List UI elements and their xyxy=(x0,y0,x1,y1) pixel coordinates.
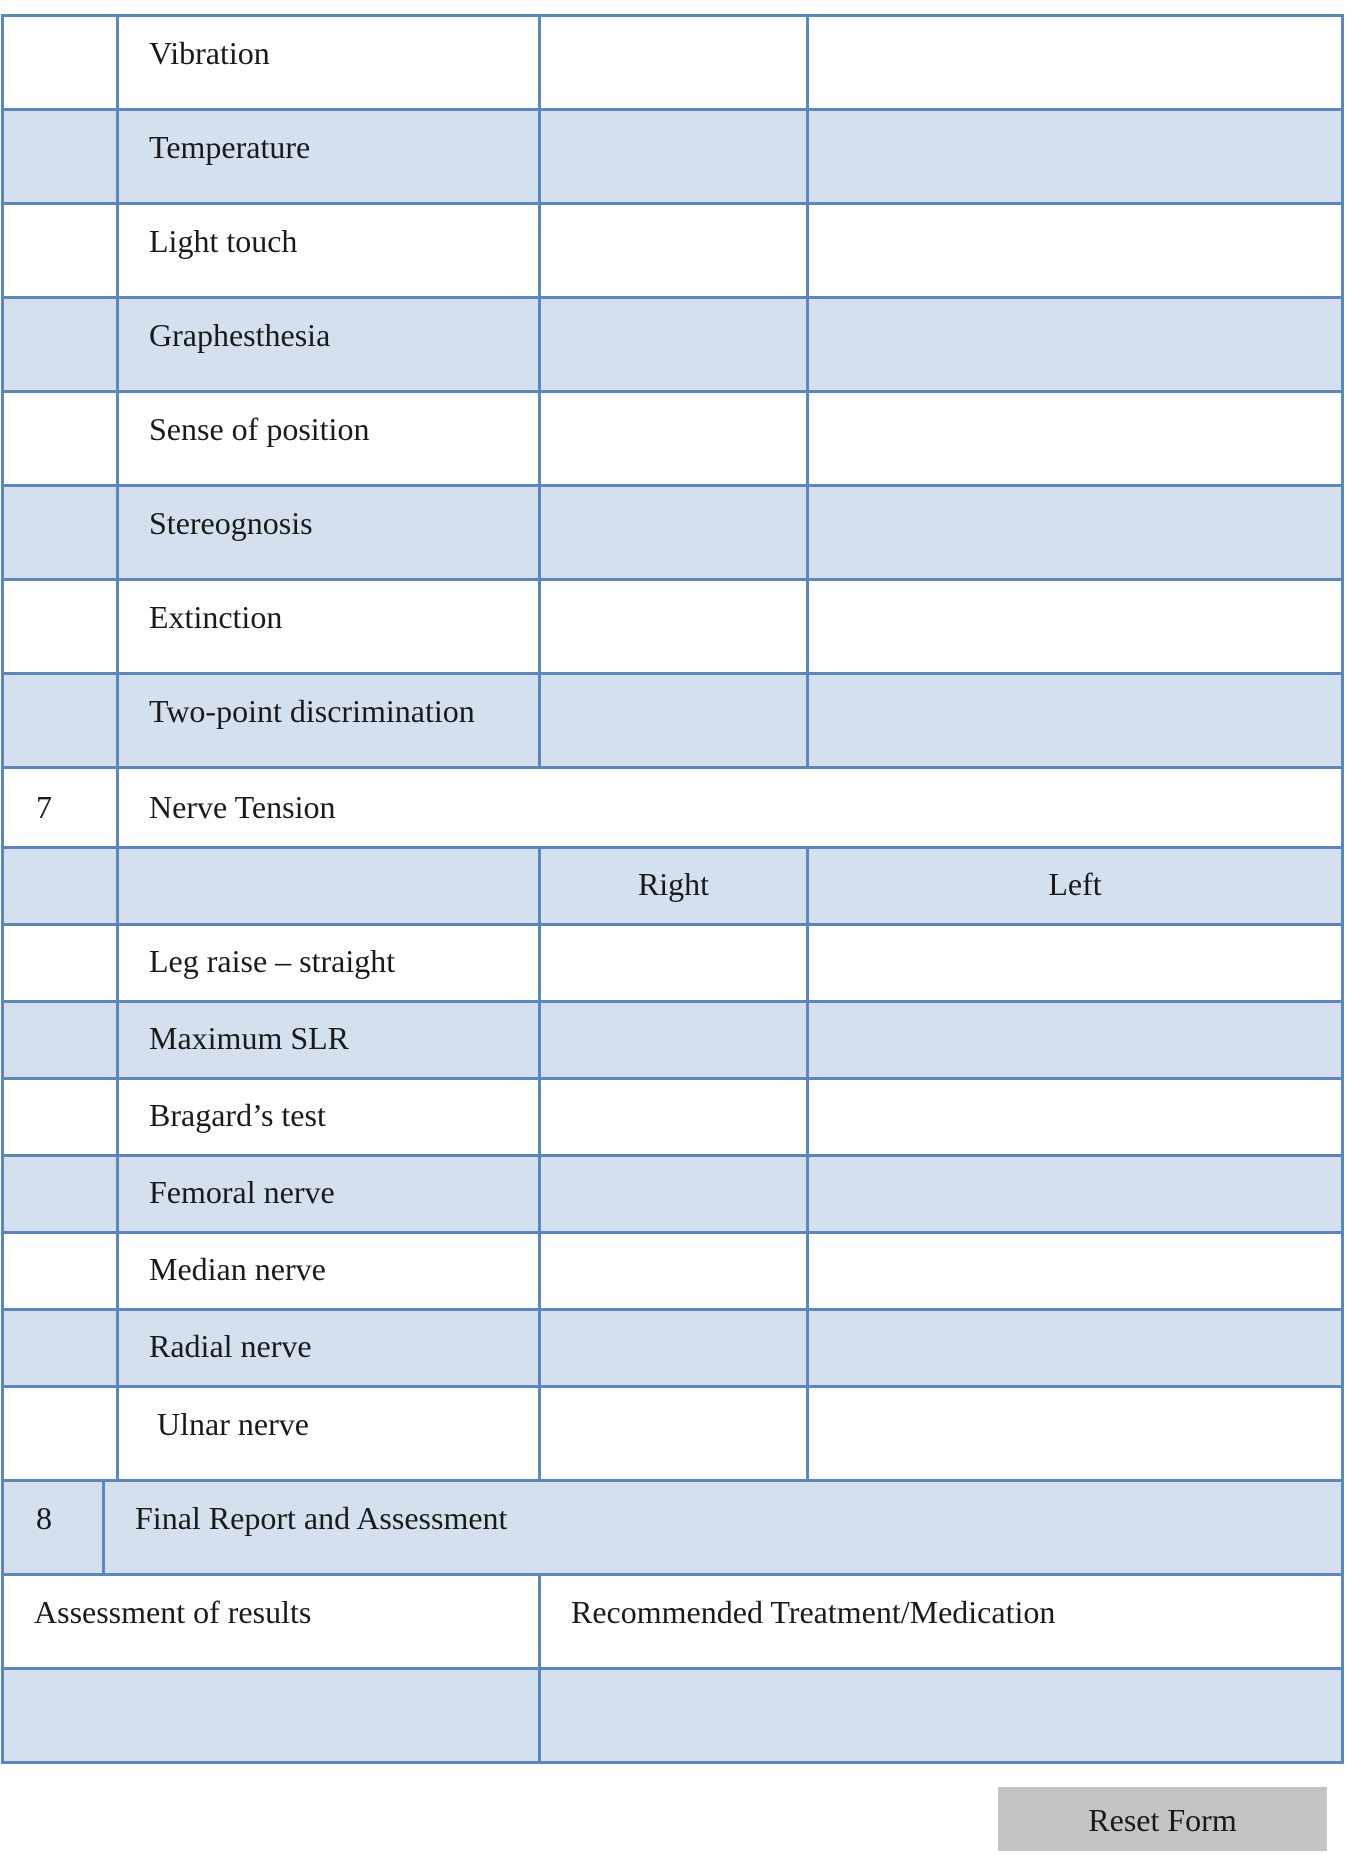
number-cell xyxy=(3,1233,118,1310)
left-input-cell[interactable] xyxy=(808,580,1343,674)
right-input-cell[interactable] xyxy=(540,1310,808,1387)
test-label-cell xyxy=(118,1079,540,1156)
table-row xyxy=(3,16,1343,110)
test-label-cell xyxy=(118,580,540,674)
test-label-cell xyxy=(118,674,540,768)
test-label: Stereognosis xyxy=(149,505,313,541)
right-input-cell[interactable] xyxy=(540,1002,808,1079)
treatment-label: Recommended Treatment/Medication xyxy=(571,1594,1056,1630)
test-label-cell xyxy=(118,16,540,110)
test-label: Maximum SLR xyxy=(149,1020,350,1056)
number-cell xyxy=(3,925,118,1002)
right-input-cell[interactable] xyxy=(540,925,808,1002)
neuro-exam-form xyxy=(1,14,1341,1764)
treatment-header-cell xyxy=(540,1575,1343,1669)
test-label-cell xyxy=(118,486,540,580)
right-input-cell[interactable] xyxy=(540,1079,808,1156)
section-header-row xyxy=(3,1481,1343,1575)
left-input-cell[interactable] xyxy=(808,204,1343,298)
test-label: Ulnar nerve xyxy=(149,1406,309,1442)
right-input-cell[interactable] xyxy=(540,674,808,768)
section-number-cell xyxy=(3,768,118,848)
test-label-cell xyxy=(118,298,540,392)
right-input-cell[interactable] xyxy=(540,1233,808,1310)
test-label-cell xyxy=(118,1233,540,1310)
table-row xyxy=(3,204,1343,298)
table-row xyxy=(3,392,1343,486)
section-title-cell xyxy=(118,768,1343,848)
section-number: 8 xyxy=(36,1500,52,1536)
table-row xyxy=(3,486,1343,580)
left-input-cell[interactable] xyxy=(808,925,1343,1002)
test-label-cell xyxy=(118,1387,540,1481)
left-column-header xyxy=(808,848,1343,925)
right-input-cell[interactable] xyxy=(540,580,808,674)
table-row xyxy=(3,1002,1343,1079)
left-input-cell[interactable] xyxy=(808,486,1343,580)
number-cell xyxy=(3,204,118,298)
left-input-cell[interactable] xyxy=(808,674,1343,768)
section-number: 7 xyxy=(36,789,52,825)
table-row xyxy=(3,1156,1343,1233)
left-input-cell[interactable] xyxy=(808,110,1343,204)
column-header-row xyxy=(3,848,1343,925)
test-label: Graphesthesia xyxy=(149,317,331,353)
reset-form-button[interactable]: Reset Form xyxy=(998,1787,1327,1851)
number-cell xyxy=(3,16,118,110)
section-title: Nerve Tension xyxy=(149,789,336,825)
number-cell xyxy=(3,110,118,204)
table-row xyxy=(3,298,1343,392)
left-input-cell[interactable] xyxy=(808,1310,1343,1387)
table-row xyxy=(3,925,1343,1002)
test-label: Light touch xyxy=(149,223,298,259)
treatment-input-cell[interactable] xyxy=(540,1669,1343,1763)
test-label-cell xyxy=(118,1310,540,1387)
right-input-cell[interactable] xyxy=(540,204,808,298)
final-report-table xyxy=(1,1479,1344,1764)
table-row xyxy=(3,1310,1343,1387)
test-label-cell xyxy=(118,1002,540,1079)
test-label: Femoral nerve xyxy=(149,1174,335,1210)
table-row xyxy=(3,580,1343,674)
left-input-cell[interactable] xyxy=(808,1002,1343,1079)
number-cell xyxy=(3,674,118,768)
number-cell xyxy=(3,1079,118,1156)
test-label: Bragard’s test xyxy=(149,1097,326,1133)
test-label: Median nerve xyxy=(149,1251,326,1287)
test-label: Radial nerve xyxy=(149,1328,312,1364)
test-label: Vibration xyxy=(149,35,270,71)
left-input-cell[interactable] xyxy=(808,1233,1343,1310)
number-cell xyxy=(3,298,118,392)
section-title-cell xyxy=(104,1481,1343,1575)
assessment-input-cell[interactable] xyxy=(3,1669,540,1763)
section-header-row xyxy=(3,768,1343,848)
report-header-row xyxy=(3,1575,1343,1669)
right-input-cell[interactable] xyxy=(540,16,808,110)
test-label: Two-point discrimination xyxy=(149,693,475,729)
section-number-cell xyxy=(3,1481,104,1575)
number-cell xyxy=(3,580,118,674)
left-input-cell[interactable] xyxy=(808,1079,1343,1156)
right-input-cell[interactable] xyxy=(540,1156,808,1233)
number-cell xyxy=(3,1387,118,1481)
test-label-cell xyxy=(118,204,540,298)
test-label: Temperature xyxy=(149,129,311,165)
left-header-label: Left xyxy=(1048,866,1102,902)
test-label: Extinction xyxy=(149,599,283,635)
table-row xyxy=(3,110,1343,204)
right-input-cell[interactable] xyxy=(540,392,808,486)
section-title: Final Report and Assessment xyxy=(135,1500,508,1536)
sensory-table xyxy=(1,14,1344,1482)
test-label-cell xyxy=(118,110,540,204)
test-label-cell xyxy=(118,1156,540,1233)
table-row xyxy=(3,674,1343,768)
number-cell xyxy=(3,1002,118,1079)
left-input-cell[interactable] xyxy=(808,392,1343,486)
report-input-row xyxy=(3,1669,1343,1763)
number-cell xyxy=(3,1310,118,1387)
left-input-cell[interactable] xyxy=(808,16,1343,110)
left-input-cell[interactable] xyxy=(808,1387,1343,1481)
right-header-label: Right xyxy=(637,866,710,902)
test-label-cell xyxy=(118,925,540,1002)
right-input-cell[interactable] xyxy=(540,486,808,580)
left-input-cell[interactable] xyxy=(808,298,1343,392)
right-input-cell[interactable] xyxy=(540,110,808,204)
number-cell xyxy=(3,486,118,580)
table-row xyxy=(3,1079,1343,1156)
number-cell xyxy=(3,1156,118,1233)
empty-header-cell xyxy=(118,848,540,925)
table-row xyxy=(3,1387,1343,1481)
test-label-cell xyxy=(118,392,540,486)
table-row xyxy=(3,1233,1343,1310)
test-label: Sense of position xyxy=(149,411,370,447)
number-cell xyxy=(3,392,118,486)
left-input-cell[interactable] xyxy=(808,1156,1343,1233)
number-cell xyxy=(3,848,118,925)
right-input-cell[interactable] xyxy=(540,298,808,392)
test-label: Leg raise – straight xyxy=(149,943,396,979)
right-column-header xyxy=(540,848,808,925)
right-input-cell[interactable] xyxy=(540,1387,808,1481)
assessment-header-cell xyxy=(3,1575,540,1669)
assessment-label: Assessment of results xyxy=(34,1594,312,1630)
